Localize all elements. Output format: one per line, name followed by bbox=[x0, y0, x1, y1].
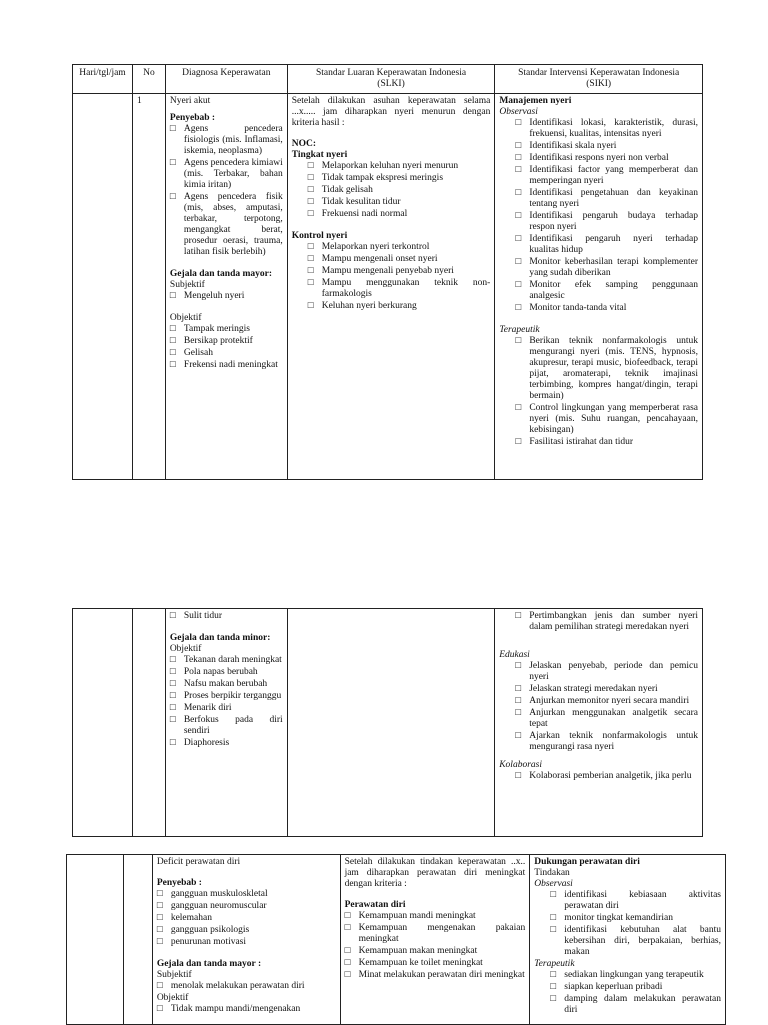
observasi-list bbox=[534, 890, 721, 958]
gejala-mayor-label: Gejala dan tanda mayor : bbox=[156, 959, 262, 969]
table-page-1 bbox=[72, 64, 703, 480]
cell-siki bbox=[495, 94, 703, 480]
list-item: □ Ajarkan teknik nonfarmakologis untuk mengurangi rasa nyeri bbox=[515, 731, 698, 752]
checkbox-icon: □ bbox=[307, 301, 314, 311]
checkbox-icon: □ bbox=[156, 1004, 163, 1014]
subjektif-label: Subjektif bbox=[156, 970, 192, 980]
list-item: □ Fasilitasi istirahat dan tidur bbox=[515, 437, 634, 447]
list-item: □ Menarik diri bbox=[169, 703, 232, 713]
list-item: □ Bersikap protektif bbox=[169, 336, 253, 346]
cell-no bbox=[132, 609, 165, 837]
list-item: □ Tekanan darah meningkat bbox=[169, 655, 282, 665]
checkbox-icon: □ bbox=[344, 923, 351, 933]
list-item: □ Jelaskan penyebab, periode dan pemicu nyeri bbox=[515, 661, 698, 682]
cell-diagnosa bbox=[152, 855, 340, 1025]
checkbox-icon: □ bbox=[550, 994, 556, 1004]
checkbox-icon: □ bbox=[515, 611, 521, 621]
kontrol-nyeri-label: Kontrol nyeri bbox=[291, 231, 348, 241]
checkbox-icon: □ bbox=[307, 242, 314, 252]
list-item: □ Gelisah bbox=[169, 348, 213, 358]
list-item: □ Keluhan nyeri berkurang bbox=[307, 301, 417, 311]
list-item: □ monitor tingkat kemandirian bbox=[550, 913, 673, 923]
list-item: □ kelemahan bbox=[156, 913, 212, 923]
list-item: □ Tidak mampu mandi/mengenakan bbox=[156, 1004, 301, 1014]
list-item: □ Proses berpikir terganggu bbox=[169, 691, 282, 701]
checkbox-icon: □ bbox=[169, 158, 176, 168]
objektif-label: Objektif bbox=[169, 644, 202, 654]
list-item: □ Identifikasi factor yang memperberat dan memperingan nyeri bbox=[515, 165, 698, 186]
subjektif-list bbox=[157, 981, 336, 992]
kontrol-nyeri-list bbox=[292, 242, 491, 312]
noc-label: NOC: bbox=[291, 139, 317, 149]
header-siki-abbr: (SIKI) bbox=[586, 79, 612, 89]
gejala-mayor-label: Gejala dan tanda mayor: bbox=[169, 269, 273, 279]
checkbox-icon: □ bbox=[550, 890, 556, 900]
gejala-minor-label: Gejala dan tanda minor: bbox=[169, 633, 271, 643]
terapeutik-list bbox=[499, 336, 698, 448]
checkbox-icon: □ bbox=[515, 118, 522, 128]
penyebab-label: Penyebab : bbox=[156, 878, 202, 888]
checkbox-icon: □ bbox=[169, 324, 176, 334]
checkbox-icon: □ bbox=[307, 266, 314, 276]
checkbox-icon: □ bbox=[169, 348, 176, 358]
subjektif-list bbox=[170, 291, 283, 302]
cell-no bbox=[123, 855, 152, 1025]
diagnosa-title: Nyeri akut bbox=[169, 96, 211, 106]
checkbox-icon: □ bbox=[169, 291, 176, 301]
checkbox-icon: □ bbox=[515, 257, 522, 267]
checkbox-icon: □ bbox=[515, 165, 522, 175]
list-item: □ Agens pencedera fisiologis (mis. Inflamasi, iskemia, neoplasma) bbox=[169, 124, 283, 156]
slki-intro: Setelah dilakukan asuhan keperawatan selama ...x..... jam diharapkan nyeri menurun dengan kriteria hasil : bbox=[291, 96, 491, 128]
list-item: □ Tidak gelisah bbox=[307, 185, 373, 195]
checkbox-icon: □ bbox=[169, 124, 176, 134]
objektif-list bbox=[170, 324, 283, 371]
table-page-2 bbox=[72, 608, 703, 837]
checkbox-icon: □ bbox=[344, 970, 351, 980]
list-item: □ Tidak kesulitan tidur bbox=[307, 197, 401, 207]
checkbox-icon: □ bbox=[550, 913, 556, 923]
cell-diagnosa bbox=[165, 94, 287, 480]
list-item: □ gangguan muskuloskletal bbox=[156, 889, 268, 899]
list-item: □ Kemampuan mandi meningkat bbox=[344, 911, 476, 921]
checkbox-icon: □ bbox=[307, 197, 314, 207]
list-item: □ gangguan neuromuscular bbox=[156, 901, 267, 911]
tingkat-nyeri-label: Tingkat nyeri bbox=[291, 150, 348, 160]
checkbox-icon: □ bbox=[156, 925, 163, 935]
checkbox-icon: □ bbox=[515, 403, 522, 413]
objektif-list bbox=[170, 655, 283, 749]
kolaborasi-list bbox=[499, 771, 698, 782]
list-item: □ Identifikasi pengaruh nyeri terhadap kualitas hidup bbox=[515, 234, 698, 255]
terapeutik-label: Terapeutik bbox=[499, 325, 540, 335]
checkbox-icon: □ bbox=[307, 209, 314, 219]
list-item: □ Kemampuan mengenakan pakaian meningkat bbox=[344, 923, 526, 944]
list-item: □ Jelaskan strategi meredakan nyeri bbox=[515, 684, 658, 694]
objektif-label: Objektif bbox=[169, 313, 202, 323]
list-item: □ Kemampuan ke toilet meningkat bbox=[344, 958, 483, 968]
checkbox-icon: □ bbox=[307, 161, 314, 171]
list-item: □ Frekuensi nadi normal bbox=[307, 209, 408, 219]
checkbox-icon: □ bbox=[307, 278, 314, 288]
table-row bbox=[73, 609, 703, 837]
checkbox-icon: □ bbox=[515, 684, 521, 694]
checkbox-icon: □ bbox=[169, 611, 176, 621]
slki-intro: Setelah dilakukan tindakan keperawatan ..x.. jam diharapkan perawatan diri meningkat dengan kriteria : bbox=[344, 857, 526, 889]
checkbox-icon: □ bbox=[515, 234, 522, 244]
dukungan-perawatan-title: Dukungan perawatan diri bbox=[534, 857, 640, 867]
list-item: □ Mampu mengenali penyebab nyeri bbox=[307, 266, 454, 276]
list-item: □ gangguan psikologis bbox=[156, 925, 250, 935]
observasi-list bbox=[499, 118, 698, 314]
list-item: □ Tampak meringis bbox=[169, 324, 251, 334]
cell-hari bbox=[73, 94, 133, 480]
list-item: □ identifikasi kebiasaan aktivitas perawatan diri bbox=[550, 890, 721, 911]
checkbox-icon: □ bbox=[344, 946, 351, 956]
cell-diagnosa bbox=[165, 609, 287, 837]
list-item: □ sediakan lingkungan yang terapeutik bbox=[550, 970, 704, 980]
subjektif-label: Subjektif bbox=[169, 280, 205, 290]
list-item: □ Identifikasi lokasi, karakteristik, durasi, frekuensi, kualitas, intensitas nyeri bbox=[515, 118, 698, 139]
checkbox-icon: □ bbox=[344, 958, 351, 968]
table-row bbox=[67, 855, 726, 1025]
list-item: □ Monitor tanda-tanda vital bbox=[515, 303, 627, 313]
list-item: □ Nafsu makan berubah bbox=[169, 679, 268, 689]
checkbox-icon: □ bbox=[169, 192, 176, 202]
list-item: □ Monitor efek samping penggunaan analgesic bbox=[515, 280, 698, 301]
top-list bbox=[499, 611, 698, 633]
list-item: □ Mampu mengenali onset nyeri bbox=[307, 254, 438, 264]
checkbox-icon: □ bbox=[156, 937, 163, 947]
list-item: □ Agens pencedera fisik (mis, abses, amputasi, terbakar, terpotong, mengangkat berat, prosedur oerasi, trauma, latihan fisik berlebih) bbox=[169, 192, 283, 257]
list-item: □ penurunan motivasi bbox=[156, 937, 247, 947]
checkbox-icon: □ bbox=[169, 703, 176, 713]
checkbox-icon: □ bbox=[169, 655, 176, 665]
cell-hari bbox=[67, 855, 124, 1025]
checkbox-icon: □ bbox=[550, 970, 556, 980]
observasi-label: Observasi bbox=[534, 879, 573, 889]
terapeutik-label: Terapeutik bbox=[534, 959, 575, 969]
header-slki-abbr: (SLKI) bbox=[377, 79, 405, 89]
header-slki-title: Standar Luaran Keperawatan Indonesia bbox=[315, 68, 467, 78]
perawatan-diri-list bbox=[345, 911, 526, 981]
list-item: □ Identifikasi pengetahuan dan keyakinan tentang nyeri bbox=[515, 188, 698, 209]
list-item: □ Tidak tampak ekspresi meringis bbox=[307, 173, 444, 183]
list-item: □ damping dalam melakukan perawatan diri bbox=[550, 994, 721, 1015]
list-item: □ Melaporkan keluhan nyeri menurun bbox=[307, 161, 459, 171]
checkbox-icon: □ bbox=[307, 254, 314, 264]
checkbox-icon: □ bbox=[515, 731, 521, 741]
checkbox-icon: □ bbox=[515, 280, 522, 290]
checkbox-icon: □ bbox=[515, 437, 522, 447]
checkbox-icon: □ bbox=[515, 771, 521, 781]
cell-siki bbox=[530, 855, 726, 1025]
checkbox-icon: □ bbox=[169, 336, 176, 346]
table-header-row bbox=[73, 65, 703, 94]
cell-no: 1 bbox=[132, 94, 165, 480]
checkbox-icon: □ bbox=[515, 708, 521, 718]
list-item: □ Agens pencedera kimiawi (mis. Terbakar, bahan kimia iritan) bbox=[169, 158, 283, 190]
checkbox-icon: □ bbox=[307, 185, 314, 195]
tingkat-nyeri-list bbox=[292, 161, 491, 220]
header-slki bbox=[287, 65, 495, 94]
checkbox-icon: □ bbox=[515, 336, 522, 346]
checkbox-icon: □ bbox=[307, 173, 314, 183]
observasi-label: Observasi bbox=[499, 107, 538, 117]
checkbox-icon: □ bbox=[515, 188, 522, 198]
checkbox-icon: □ bbox=[169, 360, 176, 370]
checkbox-icon: □ bbox=[169, 667, 176, 677]
list-item: □ Frekensi nadi meningkat bbox=[169, 360, 278, 370]
list-item: □ identifikasi kebutuhan alat bantu kebersihan diri, berpakaian, berhias, makan bbox=[550, 925, 721, 957]
edukasi-label: Edukasi bbox=[499, 650, 530, 660]
cell-hari bbox=[73, 609, 133, 837]
header-hari: Hari/tgl/jam bbox=[73, 65, 133, 94]
checkbox-icon: □ bbox=[169, 715, 176, 725]
penyebab-list bbox=[157, 889, 336, 948]
checkbox-icon: □ bbox=[515, 696, 521, 706]
checkbox-icon: □ bbox=[156, 901, 163, 911]
list-item: □ Berfokus pada diri sendiri bbox=[169, 715, 283, 736]
checkbox-icon: □ bbox=[344, 911, 351, 921]
manajemen-nyeri-title: Manajemen nyeri bbox=[499, 96, 572, 106]
checkbox-icon: □ bbox=[156, 981, 163, 991]
list-item: □ Identifikasi skala nyeri bbox=[515, 141, 617, 151]
list-item: □ Identifikasi respons nyeri non verbal bbox=[515, 153, 669, 163]
checkbox-icon: □ bbox=[156, 913, 163, 923]
checkbox-icon: □ bbox=[169, 738, 176, 748]
list-item: □ Anjurkan memonitor nyeri secara mandiri bbox=[515, 696, 690, 706]
table-page-3 bbox=[66, 854, 726, 1025]
edukasi-list bbox=[499, 661, 698, 753]
checkbox-icon: □ bbox=[515, 141, 522, 151]
checkbox-icon: □ bbox=[515, 211, 522, 221]
checkbox-icon: □ bbox=[156, 889, 163, 899]
list-item: □ Mengeluh nyeri bbox=[169, 291, 245, 301]
table-row bbox=[73, 94, 703, 480]
header-no: No bbox=[132, 65, 165, 94]
objektif-list bbox=[157, 1004, 336, 1015]
checkbox-icon: □ bbox=[550, 982, 556, 992]
list-item: □ Pertimbangkan jenis dan sumber nyeri dalam pemilihan strategi meredakan nyeri bbox=[515, 611, 698, 632]
header-diagnosa: Diagnosa Keperawatan bbox=[165, 65, 287, 94]
cell-slki bbox=[287, 609, 495, 837]
list-item: □ Pola napas berubah bbox=[169, 667, 258, 677]
checkbox-icon: □ bbox=[515, 153, 522, 163]
checkbox-icon: □ bbox=[515, 303, 522, 313]
kolaborasi-label: Kolaborasi bbox=[499, 760, 542, 770]
list-item: □ Minat melakukan perawatan diri meningkat bbox=[344, 970, 525, 980]
list-item: □ Monitor keberhasilan terapi komplementer yang sudah diberikan bbox=[515, 257, 698, 278]
penyebab-label: Penyebab : bbox=[169, 113, 216, 123]
header-siki bbox=[495, 65, 703, 94]
checkbox-icon: □ bbox=[515, 661, 521, 671]
list-item: □ Anjurkan menggunakan analgetik secara tepat bbox=[515, 708, 698, 729]
list-item: □ menolak melakukan perawatan diri bbox=[156, 981, 305, 991]
checkbox-icon: □ bbox=[169, 679, 176, 689]
list-item: □ siapkan keperluan pribadi bbox=[550, 982, 663, 992]
checkbox-icon: □ bbox=[550, 925, 556, 935]
top-list bbox=[170, 611, 283, 622]
terapeutik-list bbox=[534, 970, 721, 1016]
cell-slki bbox=[340, 855, 530, 1025]
penyebab-list bbox=[170, 124, 283, 258]
diagnosa-title: Deficit perawatan diri bbox=[156, 857, 241, 867]
list-item: □ Identifikasi pengaruh budaya terhadap respon nyeri bbox=[515, 211, 698, 232]
perawatan-diri-label: Perawatan diri bbox=[344, 900, 406, 910]
cell-slki bbox=[287, 94, 495, 480]
list-item: □ Sulit tidur bbox=[169, 611, 223, 621]
list-item: □ Diaphoresis bbox=[169, 738, 230, 748]
tindakan-label: Tindakan bbox=[534, 868, 570, 878]
list-item: □ Mampu menggunakan teknik non-farmakologis bbox=[307, 278, 491, 299]
list-item: □ Kemampuan makan meningkat bbox=[344, 946, 478, 956]
checkbox-icon: □ bbox=[169, 691, 176, 701]
list-item: □ Control lingkungan yang memperberat rasa nyeri (mis. Suhu ruangan, pencahayaan, kebisingan) bbox=[515, 403, 698, 435]
list-item: □ Melaporkan nyeri terkontrol bbox=[307, 242, 430, 252]
cell-siki bbox=[495, 609, 703, 837]
objektif-label: Objektif bbox=[156, 993, 189, 1003]
list-item: □ Kolaborasi pemberian analgetik, jika perlu bbox=[515, 771, 692, 781]
header-siki-title: Standar Intervensi Keperawatan Indonesia bbox=[518, 68, 680, 78]
list-item: □ Berikan teknik nonfarmakologis untuk mengurangi nyeri (mis. TENS, hypnosis, akupresur, terapi music, biofeedback, terapi pijat, aromaterapi, teknik imajinasi terbimbing, kompres hangat/dingin, terapi bermain) bbox=[515, 336, 698, 401]
